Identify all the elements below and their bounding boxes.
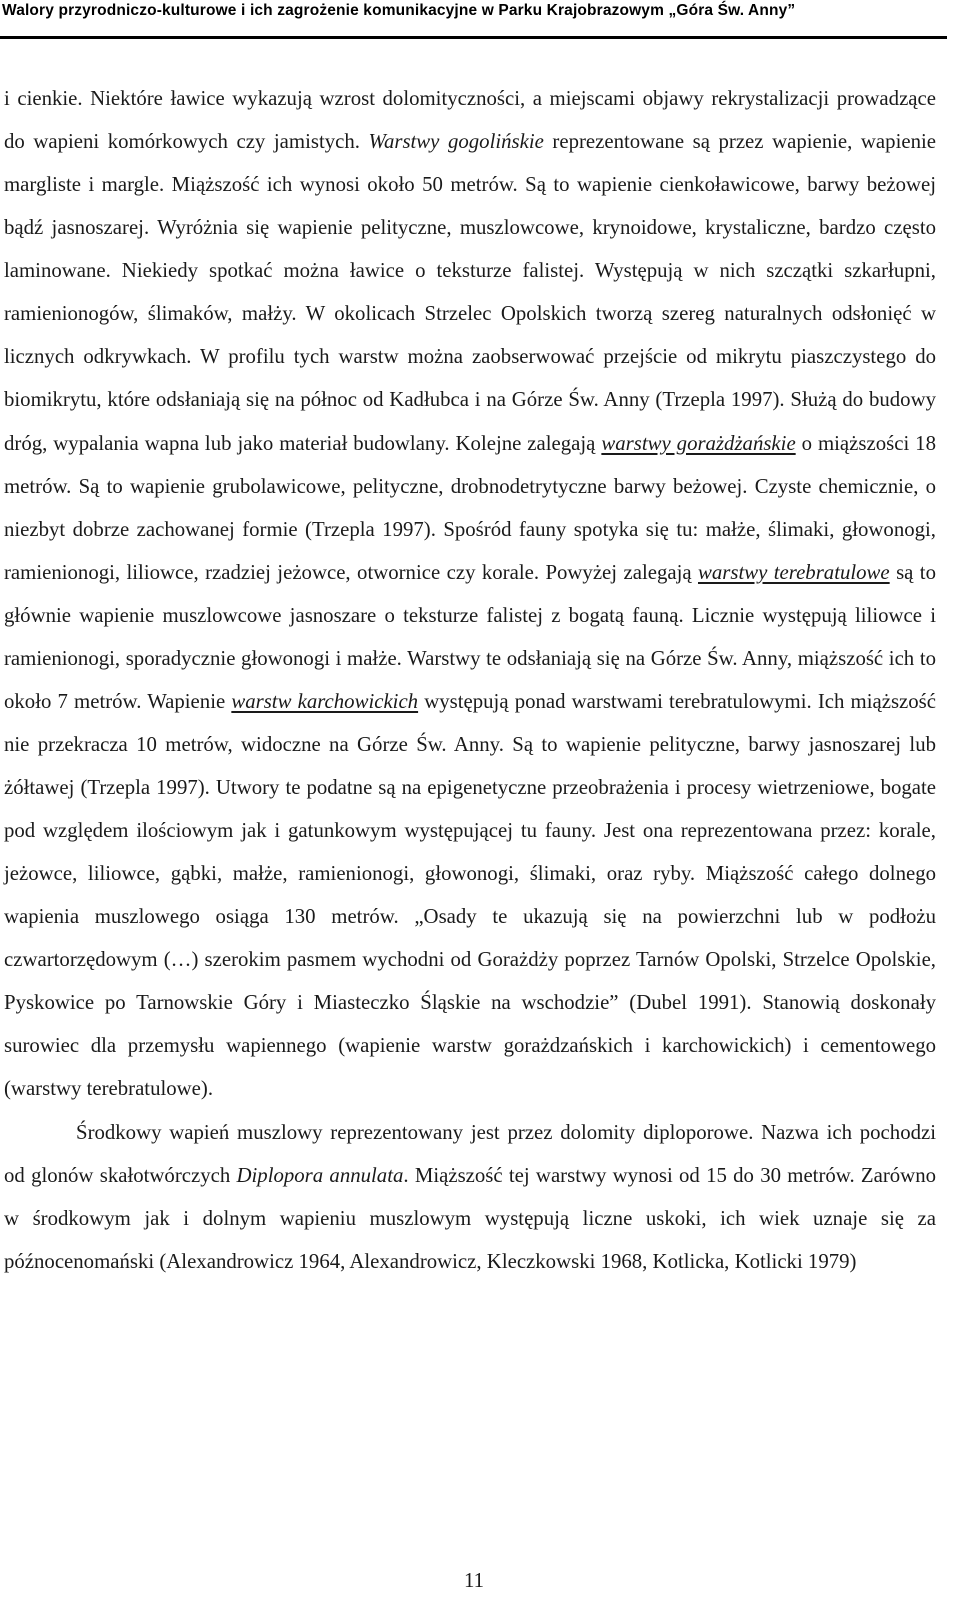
- header-rule: [0, 36, 947, 39]
- page-number: 11: [463, 1569, 485, 1592]
- text-run: o miąższości 18 metrów. Są to wapienie grubolawicowe, pelityczne, drobnodetrytyczne barwy beżowej. Czyste chemicznie, o niezbyt dobrze zachowanej formie (Trzepla 1997). Spośród fauny spotyka się tu: małże, ślimaki, głowonogi, ramienionogi, liliowce, rzadziej jeżowce, otwornice czy korale. Powyżej zalegają: [4, 431, 936, 584]
- text-run: występują ponad warstwami terebratulowymi. Ich miąższość nie przekracza 10 metrów, widoczne na Górze Św. Anny. Są to wapienie pelityczne, barwy jasnoszarej lub żółtawej (Trzepla 1997). Utwory te podatne są na epigenetyczne przeobrażenia i procesy wietrzeniowe, bogate pod względem ilościowym jak i gatunkowym występującej tu fauny. Jest ona reprezentowana przez: korale, jeżowce, liliowce, gąbki, małże, ramienionogi, głowonogi, ślimaki, oraz ryby. Miąższość całego dolnego wapienia muszlowego osiąga 130 metrów. „Osady te ukazują się na powierzchni lub w podłożu czwartorzędowym (…) szerokim pasmem wychodni od Gorażdży poprzez Tarnów Opolski, Strzelce Opolskie, Pyskowice po Tarnowskie Góry i Miasteczko Śląskie na wschodzie” (Dubel 1991). Stanowią doskonały surowiec dla przemysłu wapiennego (wapienie warstw gorażdzańskich i karchowickich) i cementowego (warstwy terebratulowe).: [4, 689, 936, 1101]
- body-text: [4, 77, 936, 1283]
- text-run: są to głównie wapienie muszlowcowe jasnoszare o teksturze falistej z bogatą fauną. Licznie występują liliowce i ramienionogi, sporadycznie głowonogi i małże. Warstwy te odsłaniają się na Górze Św. Anny, miąższość ich to około 7 metrów. Wapienie: [4, 560, 936, 713]
- running-header: Walory przyrodniczo-kulturowe i ich zagrożenie komunikacyjne w Parku Krajobrazowym „Góra Św. Anny”: [2, 2, 796, 19]
- underlined-term: warstwy gorażdżańskie: [601, 431, 796, 455]
- paragraph: [4, 77, 936, 1111]
- italic-term: Warstwy gogolińskie: [368, 130, 544, 154]
- underlined-term: warstwy terebratulowe: [698, 560, 890, 584]
- italic-term: Diplopora annulata: [236, 1163, 404, 1187]
- text-run: . Miąższość tej warstwy wynosi od 15 do 30 metrów. Zarówno w środkowym jak i dolnym wapieniu muszlowym występują liczne uskoki, ich wiek uznaje się za późnocenomański (Alexandrowicz 1964, Alexandrowicz, Kleczkowski 1968, Kotlicka, Kotlicki 1979): [4, 1163, 936, 1273]
- underlined-term: warstw karchowickich: [231, 689, 419, 713]
- text-run: Środkowy wapień muszlowy reprezentowany jest przez dolomity diploporowe. Nazwa ich pochodzi od glonów skałotwórczych: [4, 1120, 936, 1187]
- text-run: reprezentowane są przez wapienie, wapienie margliste i margle. Miąższość ich wynosi około 50 metrów. Są to wapienie cienkoławicowe, barwy beżowej bądź jasnoszarej. Wyróżnia się wapienie pelityczne, muszlowcowe, krynoidowe, krystaliczne, bardzo często laminowane. Niekiedy spotkać można ławice o teksturze falistej. Występują w nich szczątki szkarłupni, ramienionogów, ślimaków, małży. W okolicach Strzelec Opolskich tworzą szereg naturalnych odsłonięć w licznych odkrywkach. W profilu tych warstw można zaobserwować przejście od mikrytu piaszczystego do biomikrytu, które odsłaniają się na północ od Kadłubca i na Górze Św. Anny (Trzepla 1997). Służą do budowy dróg, wypalania wapna lub jako materiał budowlany. Kolejne zalegają: [4, 130, 936, 455]
- paragraph: [4, 1111, 936, 1283]
- text-run: i cienkie. Niektóre ławice wykazują wzrost dolomityczności, a miejscami objawy rekrystalizacji prowadzące do wapieni komórkowych czy jamistych.: [4, 87, 936, 154]
